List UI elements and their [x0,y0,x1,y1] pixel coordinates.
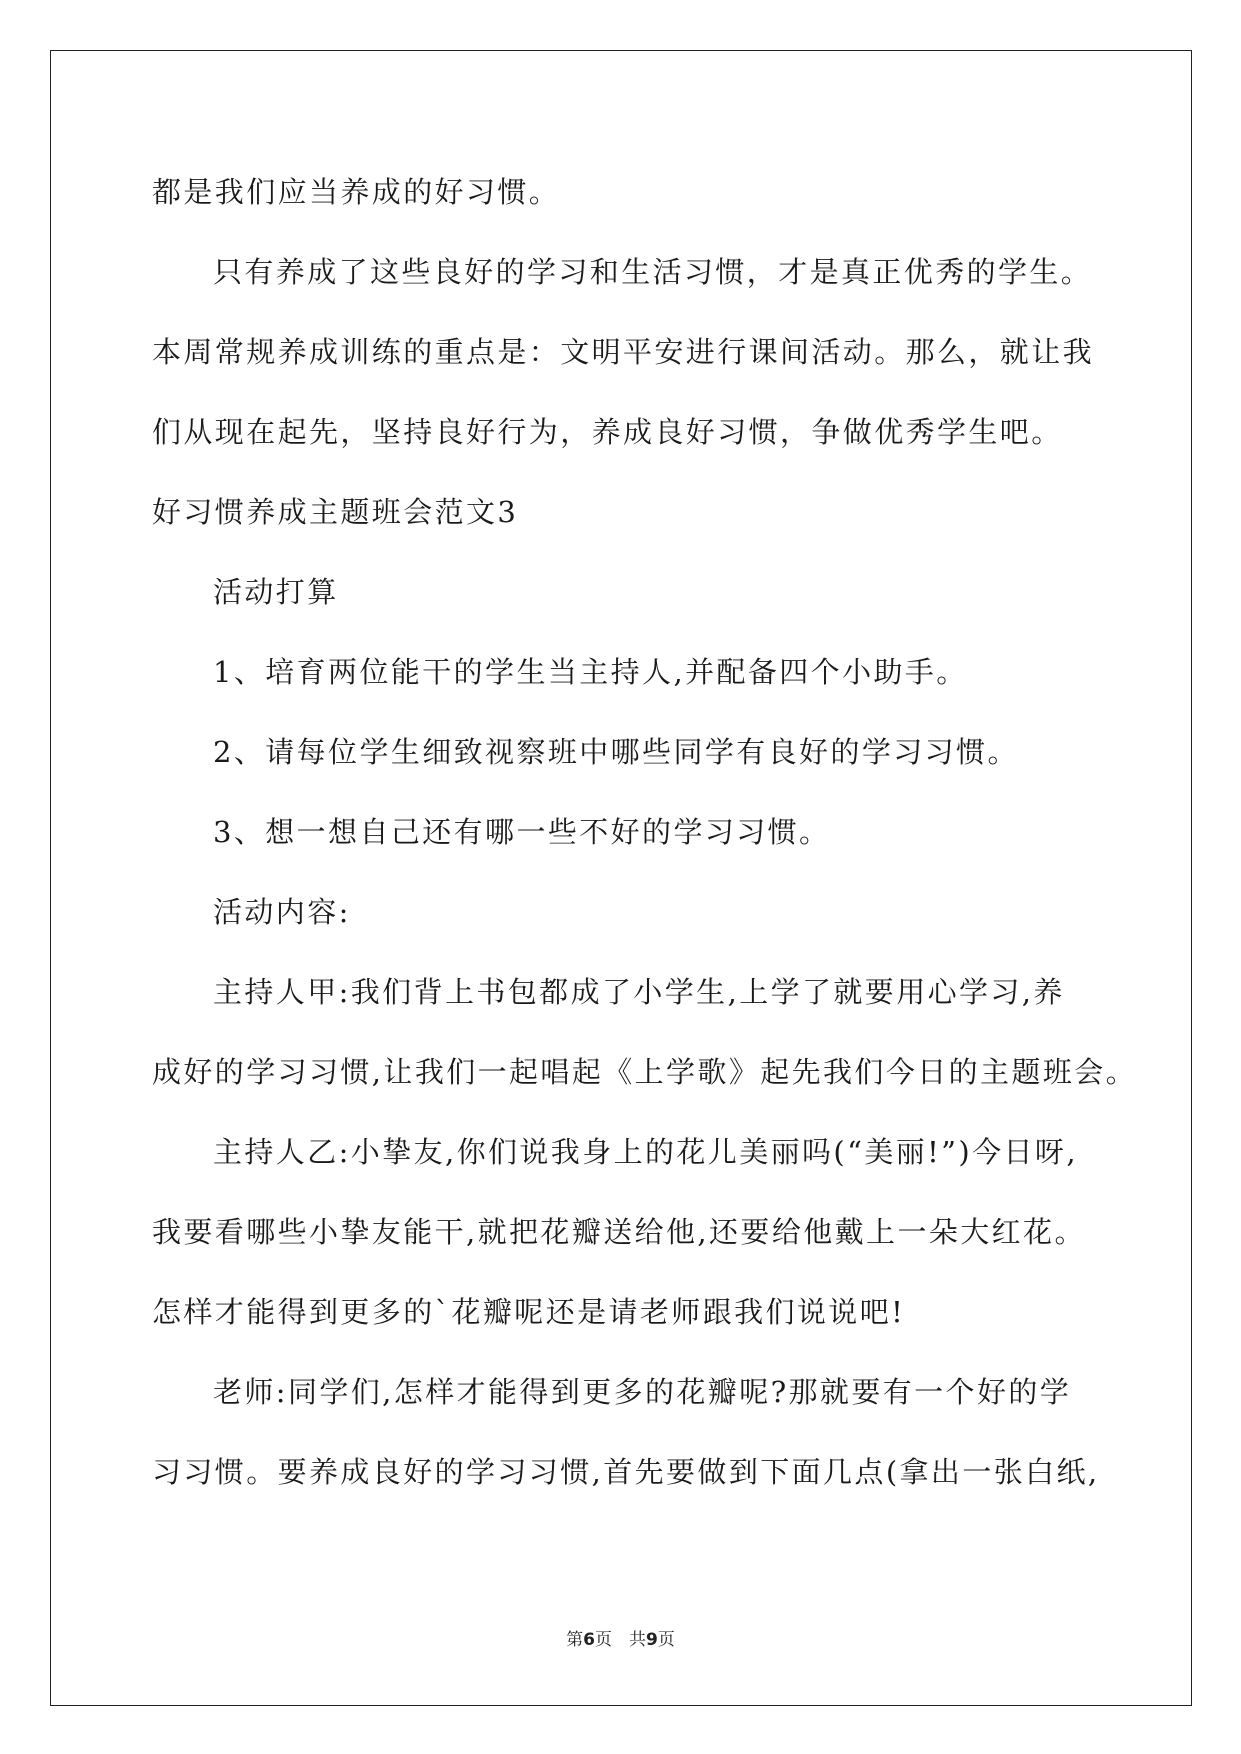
body-text-line: 只有养成了这些良好的学习和生活习惯，才是真正优秀的学生。 [213,255,1093,289]
body-text-line: 本周常规养成训练的重点是：文明平安进行课间活动。那么，就让我 [152,335,1095,369]
section-heading: 好习惯养成主题班会范文3 [152,495,519,529]
page-footer [0,1625,1241,1650]
body-text-line: 怎样才能得到更多的`花瓣呢还是请老师跟我们说说吧! [152,1295,906,1329]
body-text-line: 老师:同学们,怎样才能得到更多的花瓣呢?那就要有一个好的学 [213,1375,1072,1409]
body-text-line: 都是我们应当养成的好习惯。 [152,175,561,209]
body-text-line: 我要看哪些小挚友能干,就把花瓣送给他,还要给他戴上一朵大红花。 [152,1215,1086,1249]
body-text-line: 活动打算 [213,575,339,609]
body-text-line: 主持人乙:小挚友,你们说我身上的花儿美丽吗(“美丽!”)今日呀, [213,1135,1078,1169]
body-text-line: 主持人甲:我们背上书包都成了小学生,上学了就要用心学习,养 [213,975,1065,1009]
list-item: 1、培育两位能干的学生当主持人,并配备四个小助手。 [213,655,968,689]
footer-mid: 页 共 [595,1630,646,1650]
list-item: 3、想一想自己还有哪一些不好的学习习惯。 [213,815,831,849]
body-text-line: 们从现在起先，坚持良好行为，养成良好习惯，争做优秀学生吧。 [152,415,1063,449]
list-item: 2、请每位学生细致视察班中哪些同学有良好的学习习惯。 [213,735,1019,769]
footer-page-current: 6 [583,1630,595,1650]
footer-suffix: 页 [657,1630,675,1650]
footer-prefix: 第 [566,1630,584,1650]
body-text-line: 活动内容: [213,895,351,929]
body-text-line: 成好的学习习惯,让我们一起唱起《上学歌》起先我们今日的主题班会。 [152,1055,1138,1089]
footer-page-total: 9 [646,1630,658,1650]
body-text-line: 习习惯。要养成良好的学习习惯,首先要做到下面几点(拿出一张白纸, [152,1455,1100,1489]
